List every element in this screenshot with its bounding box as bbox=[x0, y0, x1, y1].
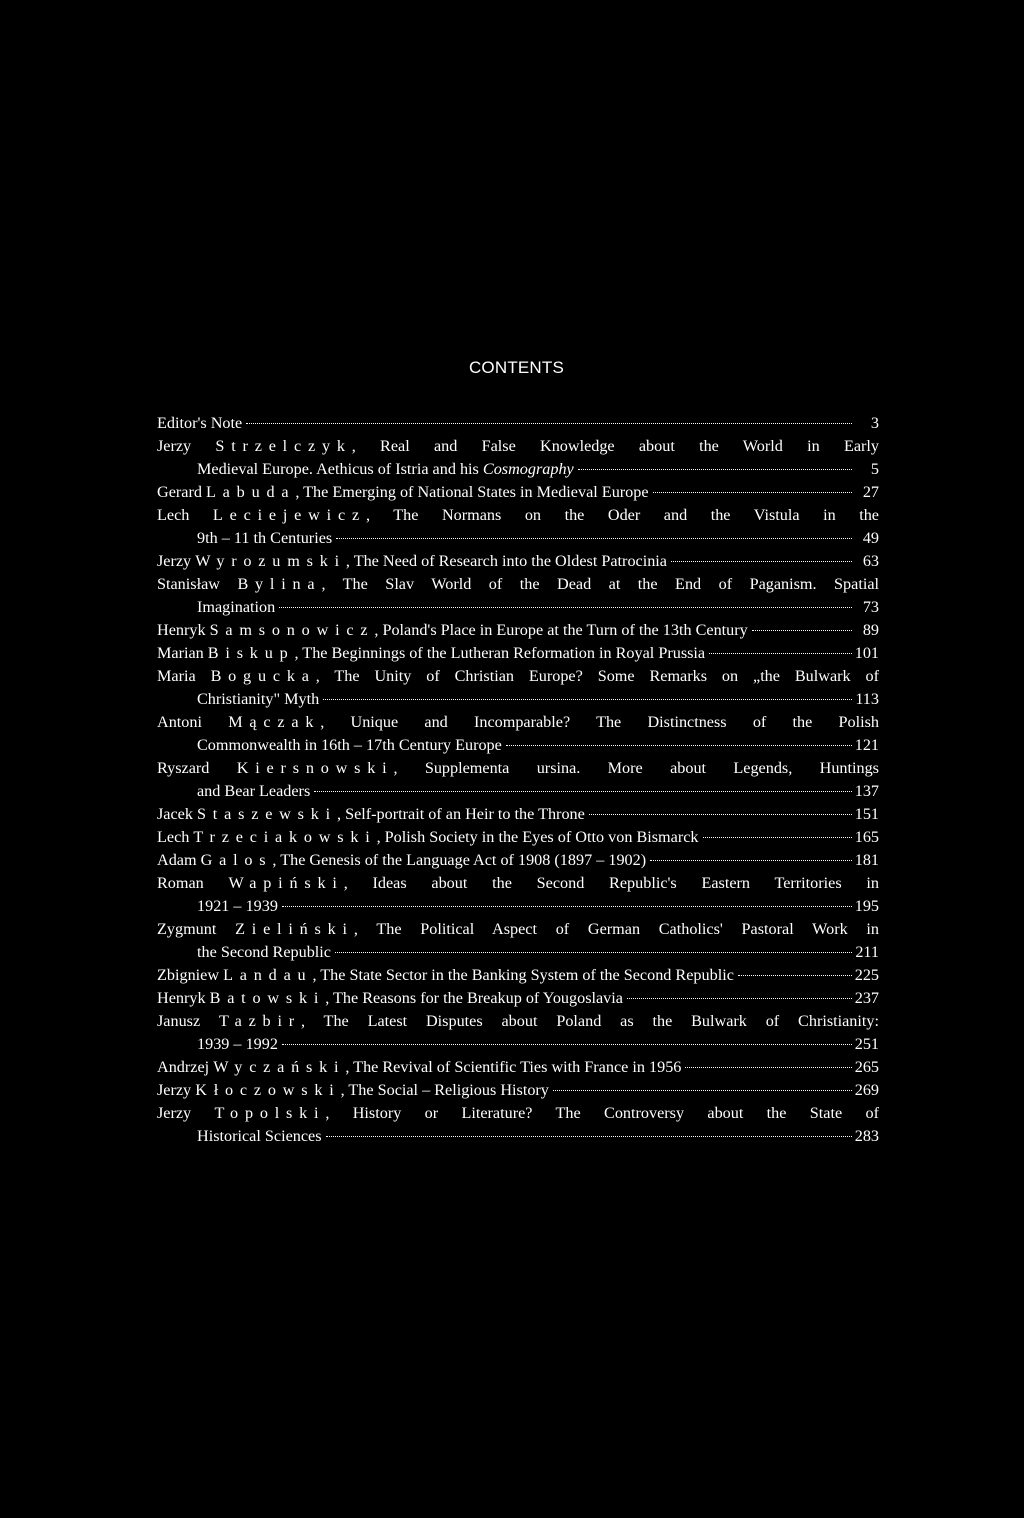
entry-title: Commonwealth in 16th – 17th Century Europe bbox=[197, 736, 502, 754]
page-number: 151 bbox=[854, 805, 879, 823]
toc-entry-line bbox=[157, 872, 879, 895]
dot-leader bbox=[653, 492, 852, 493]
author-surname: Labuda bbox=[205, 483, 296, 501]
page-number: 63 bbox=[862, 552, 879, 570]
page-number: 121 bbox=[854, 736, 879, 754]
entry-text bbox=[157, 1010, 879, 1033]
entry-text bbox=[157, 1056, 681, 1079]
entry-text bbox=[197, 1125, 322, 1148]
entry-title: Medieval Europe. Aethicus of Istria and his bbox=[197, 460, 483, 478]
entry-text bbox=[197, 596, 275, 619]
author-surname: Bogucka bbox=[210, 667, 316, 685]
toc-entry-line bbox=[157, 987, 879, 1010]
page-number: 49 bbox=[862, 529, 879, 547]
toc-entry-line bbox=[157, 665, 879, 688]
toc-entry-line bbox=[157, 826, 879, 849]
dot-leader bbox=[685, 1067, 851, 1068]
page-number: 101 bbox=[854, 644, 879, 662]
entry-title: , The Unity of Christian Europe? Some Remarks on „the Bulwark of bbox=[315, 667, 879, 685]
dot-leader bbox=[578, 469, 852, 470]
author-surname: Zieliński bbox=[235, 920, 354, 938]
entry-text bbox=[197, 527, 332, 550]
author-first-name: Jacek bbox=[157, 805, 197, 823]
page-number: 165 bbox=[854, 828, 879, 846]
author-first-name: Andrzej bbox=[157, 1058, 214, 1076]
entry-text bbox=[197, 941, 331, 964]
toc-entry-line bbox=[157, 642, 879, 665]
author-surname: Kłoczowski bbox=[195, 1081, 341, 1099]
toc-entry-line bbox=[157, 619, 879, 642]
author-surname: Strzelczyk bbox=[215, 437, 352, 455]
entry-text bbox=[197, 780, 310, 803]
entry-title: , The Political Aspect of German Catholics' Pastoral Work in bbox=[353, 920, 879, 938]
toc-entry-line bbox=[157, 895, 879, 918]
entry-text bbox=[157, 412, 242, 435]
page-number: 265 bbox=[854, 1058, 879, 1076]
dot-leader bbox=[314, 791, 851, 792]
entry-text bbox=[197, 1033, 278, 1056]
entry-title: 9th – 11 th Centuries bbox=[197, 529, 333, 547]
dot-leader bbox=[752, 630, 852, 631]
toc-entry-line bbox=[157, 527, 879, 550]
author-first-name: Henryk bbox=[157, 989, 210, 1007]
dot-leader bbox=[627, 998, 852, 999]
page-number: 3 bbox=[870, 414, 879, 432]
entry-text bbox=[157, 550, 667, 573]
toc-entry-line bbox=[157, 711, 879, 734]
author-surname: Batowski bbox=[209, 989, 326, 1007]
entry-title: , The Social – Religious History bbox=[340, 1081, 549, 1099]
author-first-name: Jerzy bbox=[157, 1081, 196, 1099]
entry-title: Historical Sciences bbox=[197, 1127, 322, 1145]
author-surname: Staszewski bbox=[197, 805, 337, 823]
toc-entry-line bbox=[157, 550, 879, 573]
toc-entry-line bbox=[157, 1010, 879, 1033]
author-first-name: Jerzy bbox=[157, 1104, 215, 1122]
author-surname: Mączak bbox=[228, 713, 321, 731]
dot-leader bbox=[323, 699, 852, 700]
entry-text bbox=[157, 665, 879, 688]
author-surname: Leciejewicz bbox=[212, 506, 366, 524]
entry-text bbox=[157, 435, 879, 458]
dot-leader bbox=[671, 561, 852, 562]
dot-leader bbox=[246, 423, 852, 424]
entry-title: Imagination bbox=[197, 598, 276, 616]
author-first-name: Lech bbox=[157, 506, 213, 524]
toc-entry-line bbox=[157, 1102, 879, 1125]
entry-title: , The Normans on the Oder and the Vistula in the bbox=[365, 506, 879, 524]
entry-text bbox=[157, 803, 585, 826]
toc-entry-line bbox=[157, 573, 879, 596]
author-first-name: Stanisław bbox=[157, 575, 238, 593]
entry-title: and Bear Leaders bbox=[197, 782, 311, 800]
entry-title: , Unique and Incomparable? The Distinctness of the Polish bbox=[320, 713, 879, 731]
author-first-name: Jerzy bbox=[157, 437, 216, 455]
page-number: 237 bbox=[854, 989, 879, 1007]
toc-entry-line bbox=[157, 918, 879, 941]
entry-title: , The Need of Research into the Oldest Patrocinia bbox=[345, 552, 667, 570]
page-number: 195 bbox=[854, 897, 879, 915]
entry-title-italic: Cosmography bbox=[482, 460, 574, 478]
toc-entry-line bbox=[157, 803, 879, 826]
entry-title: the Second Republic bbox=[197, 943, 331, 961]
entry-title: , The Genesis of the Language Act of 1908 (1897 – 1902) bbox=[272, 851, 647, 869]
author-surname: Landau bbox=[223, 966, 313, 984]
author-first-name: Gerard bbox=[157, 483, 206, 501]
entry-title: Editor's Note bbox=[157, 414, 243, 432]
page-number: 89 bbox=[862, 621, 879, 639]
page-number: 27 bbox=[862, 483, 879, 501]
entry-title: , Poland's Place in Europe at the Turn of the 13th Century bbox=[374, 621, 748, 639]
entry-text bbox=[157, 757, 879, 780]
dot-leader bbox=[336, 538, 852, 539]
dot-leader bbox=[279, 607, 852, 608]
entry-title: Christianity" Myth bbox=[197, 690, 320, 708]
author-surname: Tazbir bbox=[219, 1012, 301, 1030]
author-surname: Trzeciakowski bbox=[193, 828, 377, 846]
entry-text bbox=[157, 642, 705, 665]
toc-entry-line bbox=[157, 849, 879, 872]
author-first-name: Antoni bbox=[157, 713, 229, 731]
toc-entry-line bbox=[157, 1125, 879, 1148]
author-surname: Biskup bbox=[207, 644, 295, 662]
author-first-name: Adam bbox=[157, 851, 201, 869]
author-surname: Galos bbox=[200, 851, 273, 869]
dot-leader bbox=[703, 837, 852, 838]
entry-title: , The State Sector in the Banking System of the Second Republic bbox=[312, 966, 734, 984]
page-number: 5 bbox=[870, 460, 879, 478]
entry-text bbox=[157, 1102, 879, 1125]
entry-title: , The Slav World of the Dead at the End of Paganism. Spatial bbox=[321, 575, 879, 593]
toc-entry-line bbox=[157, 780, 879, 803]
entry-text bbox=[157, 964, 734, 987]
dot-leader bbox=[553, 1090, 852, 1091]
dot-leader bbox=[650, 860, 852, 861]
toc-entry-line bbox=[157, 1079, 879, 1102]
toc-entry-line bbox=[157, 941, 879, 964]
page-number: 137 bbox=[854, 782, 879, 800]
entry-text bbox=[157, 711, 879, 734]
toc-entry-line bbox=[157, 1056, 879, 1079]
page-number: 283 bbox=[854, 1127, 879, 1145]
entry-text bbox=[157, 987, 623, 1010]
toc-entry-line bbox=[157, 757, 879, 780]
dot-leader bbox=[282, 1044, 852, 1045]
entry-text bbox=[197, 458, 574, 481]
author-first-name: Roman bbox=[157, 874, 229, 892]
entry-text bbox=[197, 688, 319, 711]
author-first-name: Maria bbox=[157, 667, 211, 685]
author-surname: Topolski bbox=[214, 1104, 326, 1122]
author-surname: Wyrozumski bbox=[195, 552, 346, 570]
entry-text bbox=[157, 573, 879, 596]
toc-entry-line bbox=[157, 458, 879, 481]
dot-leader bbox=[335, 952, 852, 953]
author-first-name: Lech bbox=[157, 828, 194, 846]
entry-title: , Polish Society in the Eyes of Otto von Bismarck bbox=[376, 828, 699, 846]
entry-title: , The Revival of Scientific Ties with France in 1956 bbox=[345, 1058, 682, 1076]
page-number: 211 bbox=[855, 943, 879, 961]
toc-entry-line bbox=[157, 412, 879, 435]
dot-leader bbox=[282, 906, 852, 907]
entry-text bbox=[157, 872, 879, 895]
entry-title: 1939 – 1992 bbox=[197, 1035, 278, 1053]
entry-title: , The Beginnings of the Lutheran Reformation in Royal Prussia bbox=[294, 644, 706, 662]
page-number: 269 bbox=[854, 1081, 879, 1099]
author-first-name: Janusz bbox=[157, 1012, 220, 1030]
entry-title: , The Reasons for the Breakup of Yougoslavia bbox=[325, 989, 623, 1007]
dot-leader bbox=[326, 1136, 852, 1137]
entry-title: , The Emerging of National States in Medieval Europe bbox=[295, 483, 649, 501]
toc-entry-line bbox=[157, 1033, 879, 1056]
dot-leader bbox=[506, 745, 852, 746]
page-number: 181 bbox=[854, 851, 879, 869]
entry-text bbox=[157, 918, 879, 941]
entry-title: , Ideas about the Second Republic's Eastern Territories in bbox=[343, 874, 879, 892]
page-number: 251 bbox=[854, 1035, 879, 1053]
author-first-name: Jerzy bbox=[157, 552, 196, 570]
toc-entry-line bbox=[157, 435, 879, 458]
toc-entry-line bbox=[157, 734, 879, 757]
dot-leader bbox=[709, 653, 852, 654]
entry-text bbox=[157, 1079, 549, 1102]
dot-leader bbox=[738, 975, 852, 976]
page-number: 113 bbox=[855, 690, 879, 708]
dot-leader bbox=[589, 814, 852, 815]
entry-title: , The Latest Disputes about Poland as the Bulwark of Christianity: bbox=[300, 1012, 879, 1030]
toc-entry-line bbox=[157, 504, 879, 527]
entry-text bbox=[157, 826, 699, 849]
entry-title: 1921 – 1939 bbox=[197, 897, 278, 915]
entry-title: , History or Literature? The Controversy about the State of bbox=[325, 1104, 879, 1122]
author-first-name: Ryszard bbox=[157, 759, 237, 777]
table-of-contents bbox=[157, 412, 879, 1148]
page-number: 73 bbox=[862, 598, 879, 616]
entry-title: , Self-portrait of an Heir to the Throne bbox=[336, 805, 585, 823]
author-surname: Bylina bbox=[237, 575, 322, 593]
author-surname: Wapiński bbox=[228, 874, 344, 892]
author-first-name: Zygmunt bbox=[157, 920, 236, 938]
toc-entry-line bbox=[157, 688, 879, 711]
author-first-name: Marian bbox=[157, 644, 208, 662]
author-surname: Samsonowicz bbox=[209, 621, 375, 639]
page-title: CONTENTS bbox=[468, 358, 565, 377]
author-first-name: Zbigniew bbox=[157, 966, 224, 984]
toc-entry-line bbox=[157, 481, 879, 504]
entry-title: , Real and False Knowledge about the World in Early bbox=[351, 437, 879, 455]
entry-title: , Supplementa ursina. More about Legends, Huntings bbox=[393, 759, 879, 777]
entry-text bbox=[197, 895, 278, 918]
author-surname: Wyczański bbox=[213, 1058, 346, 1076]
author-first-name: Henryk bbox=[157, 621, 210, 639]
entry-text bbox=[197, 734, 502, 757]
entry-text bbox=[157, 504, 879, 527]
entry-text bbox=[157, 619, 748, 642]
toc-entry-line bbox=[157, 596, 879, 619]
entry-text bbox=[157, 849, 646, 872]
page-number: 225 bbox=[854, 966, 879, 984]
author-surname: Kiersnowski bbox=[236, 759, 394, 777]
entry-text bbox=[157, 481, 649, 504]
toc-entry-line bbox=[157, 964, 879, 987]
